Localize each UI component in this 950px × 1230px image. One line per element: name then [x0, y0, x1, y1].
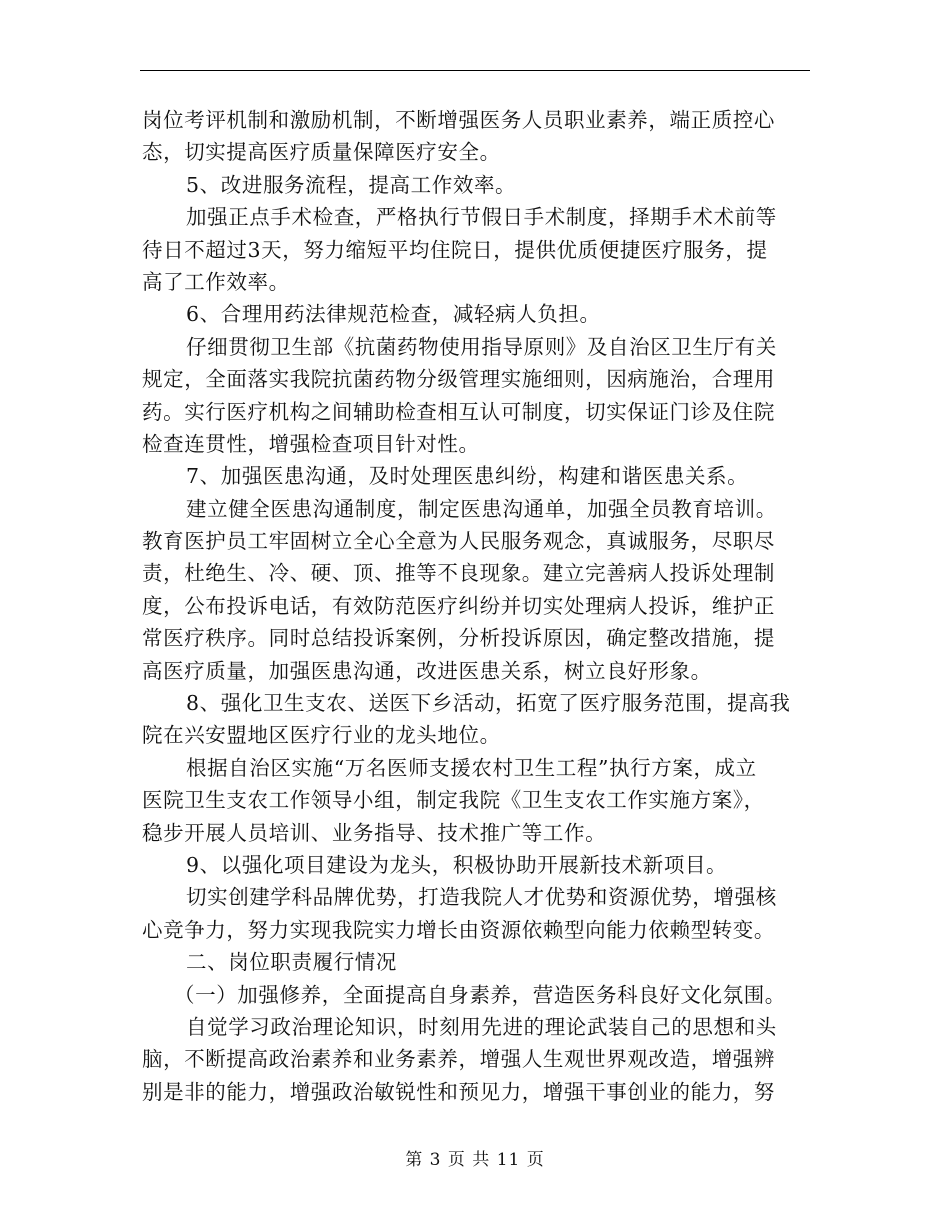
- text-line: 根据自治区实施“万名医师支援农村卫生工程”执行方案，成立: [186, 755, 757, 780]
- page-footer: 第 3 页 共 11 页: [405, 1150, 545, 1170]
- text-line: 高了工作效率。: [142, 269, 290, 294]
- text-line: 别是非的能力，增强政治敏锐性和预见力，增强干事创业的能力，努: [142, 1079, 775, 1104]
- text-line: 态，切实提高医疗质量保障医疗安全。: [142, 140, 501, 165]
- text-line: 仔细贯彻卫生部《抗菌药物使用指导原则》及自治区卫生厅有关: [186, 334, 777, 359]
- text-line: 7、加强医患沟通，及时处理医患纠纷，构建和谐医患关系。: [186, 464, 749, 489]
- text-line: 自觉学习政治理论知识，时刻用先进的理论武装自己的思想和头: [186, 1014, 777, 1039]
- text-line: 岗位考评机制和激励机制，不断增强医务人员职业素养，端正质控心: [142, 108, 775, 132]
- text-line: 药。实行医疗机构之间辅助检查相互认可制度，切实保证门诊及住院: [142, 399, 775, 424]
- text-line: 教育医护员工牢固树立全心全意为人民服务观念，真诚服务，尽职尽: [142, 529, 775, 554]
- text-line: 稳步开展人员培训、业务指导、技术推广等工作。: [142, 820, 607, 845]
- text-line: 医院卫生支农工作领导小组，制定我院《卫生支农工作实施方案》，: [142, 788, 765, 813]
- document-body: [142, 104, 822, 1108]
- text-line: 心竞争力，努力实现我院实力增长由资源依赖型向能力依赖型转变。: [142, 917, 775, 942]
- header-rule: [140, 70, 810, 71]
- text-line: 9、以强化项目建设为龙头，积极协助开展新技术新项目。: [186, 852, 728, 877]
- text-line: 责，杜绝生、冷、硬、顶、推等不良现象。建立完善病人投诉处理制: [142, 561, 775, 586]
- text-line: 院在兴安盟地区医疗行业的龙头地位。: [142, 723, 501, 748]
- text-line: 6、合理用药法律规范检查，减轻病人负担。: [186, 302, 601, 327]
- text-line: 二、岗位职责履行情况: [186, 950, 397, 975]
- text-line: 检查连贯性，增强检查项目针对性。: [142, 431, 480, 456]
- text-line: 规定，全面落实我院抗菌药物分级管理实施细则，因病施治，合理用: [142, 367, 775, 392]
- text-line: 加强正点手术检查，严格执行节假日手术制度，择期手术术前等: [186, 205, 777, 230]
- text-line: 度，公布投诉电话，有效防范医疗纠纷并切实处理病人投诉，维护正: [142, 593, 775, 618]
- text-line: 切实创建学科品牌优势，打造我院人才优势和资源优势，增强核: [186, 885, 777, 910]
- text-line: 脑，不断提高政治素养和业务素养，增强人生观世界观改造，增强辨: [142, 1047, 775, 1072]
- text-line: 待日不超过3天，努力缩短平均住院日，提供优质便捷医疗服务，提: [142, 237, 768, 262]
- text-line: 5、改进服务流程，提高工作效率。: [186, 172, 517, 197]
- text-line: 常医疗秩序。同时总结投诉案例，分析投诉原因，确定整改措施，提: [142, 626, 775, 651]
- text-line: （一）加强修养，全面提高自身素养，营造医务科良好文化氛围。: [174, 982, 786, 1007]
- text-line: 高医疗质量，加强医患沟通，改进医患关系，树立良好形象。: [142, 658, 712, 683]
- text-line: 建立健全医患沟通制度，制定医患沟通单，加强全员教育培训。: [186, 496, 777, 521]
- text-line: 8、强化卫生支农、送医下乡活动，拓宽了医疗服务范围，提高我: [186, 691, 791, 716]
